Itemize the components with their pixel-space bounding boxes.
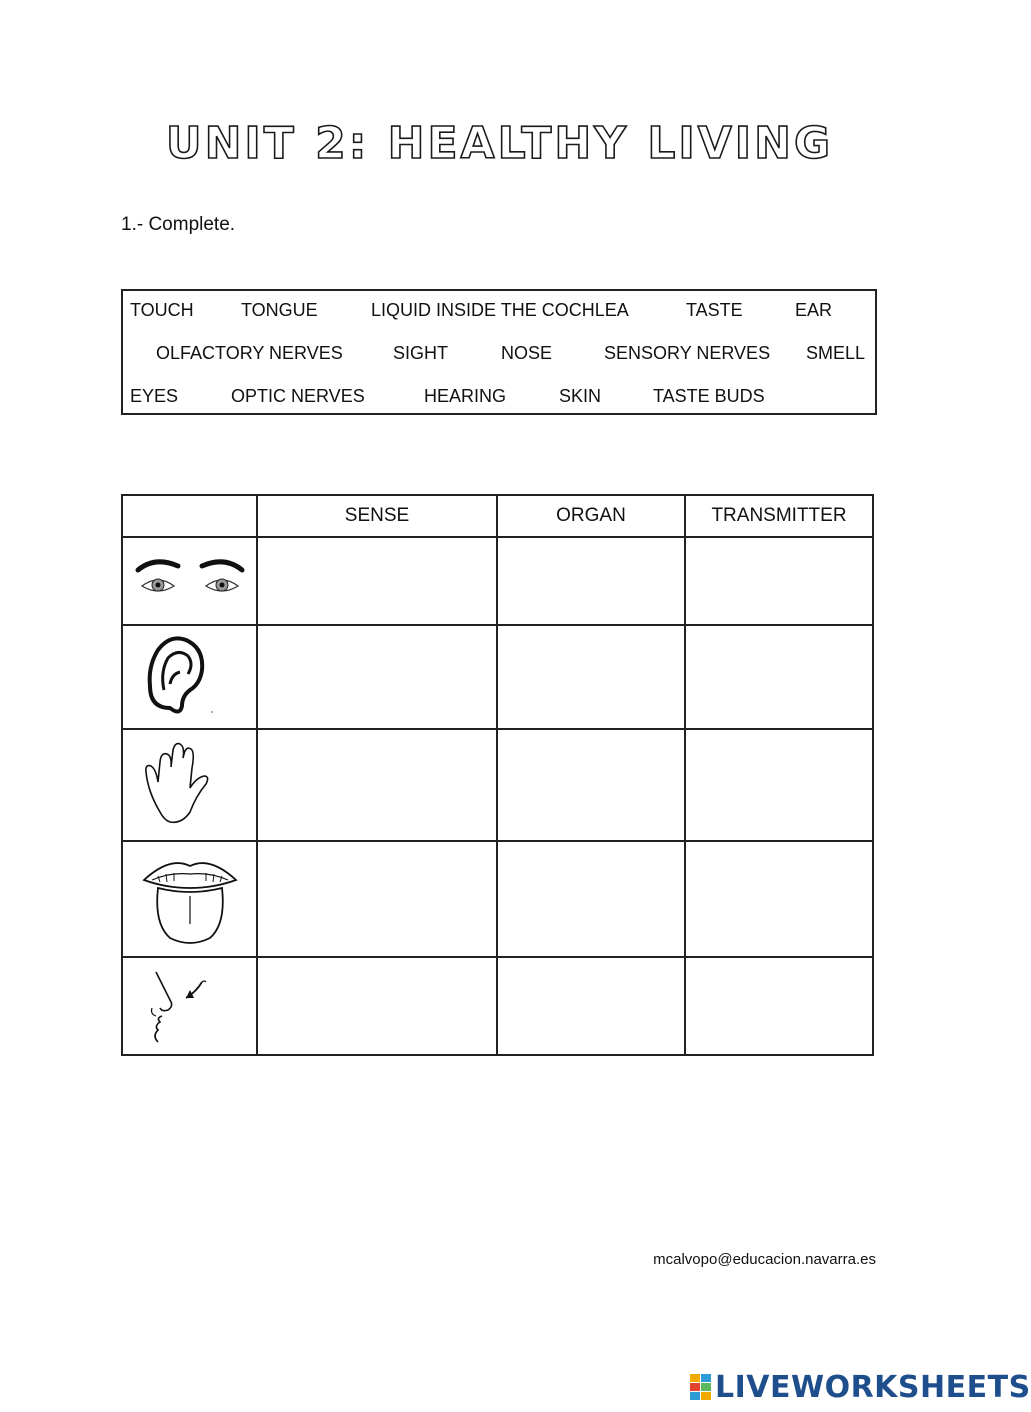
organ-answer-cell[interactable] [497,625,685,729]
transmitter-answer-cell[interactable] [685,625,873,729]
word-item: OLFACTORY NERVES [156,343,343,363]
organ-answer-cell[interactable] [497,957,685,1055]
transmitter-answer-cell[interactable] [685,537,873,625]
senses-table [121,494,874,1056]
nose-icon [130,958,250,1048]
hand-icon [130,732,250,832]
header-cell-organ: ORGAN [497,495,685,537]
table-header-row [122,495,873,537]
organ-answer-cell[interactable] [497,537,685,625]
organ-answer-cell[interactable] [497,841,685,957]
tongue-icon [130,844,250,948]
transmitter-answer-cell[interactable] [685,841,873,957]
sense-answer-cell[interactable] [257,537,497,625]
icon-cell [122,537,257,625]
header-cell-sense: SENSE [257,495,497,537]
word-item: TOUCH [130,300,194,320]
eyes-icon [130,548,250,608]
logo-blocks-icon [690,1374,712,1400]
header-cell-transmitter: TRANSMITTER [685,495,873,537]
author-email: mcalvopo@educacion.navarra.es [653,1251,876,1268]
word-item: OPTIC NERVES [231,386,365,406]
word-item: SENSORY NERVES [604,343,771,363]
logo-text: LIVEWORKSHEETS [715,1369,1031,1405]
word-item: HEARING [424,386,507,406]
sense-answer-cell[interactable] [257,841,497,957]
table-row [122,957,873,1055]
word-item: TONGUE [241,300,318,320]
table-row [122,625,873,729]
ear-icon [130,626,250,722]
instruction: 1.- Complete. [121,214,236,235]
transmitter-answer-cell[interactable] [685,729,873,841]
word-item: SKIN [559,386,602,406]
table-row [122,537,873,625]
icon-cell [122,841,257,957]
icon-cell [122,957,257,1055]
word-item: TASTE BUDS [653,386,765,406]
sense-answer-cell[interactable] [257,625,497,729]
table-row [122,729,873,841]
word-item: LIQUID INSIDE THE COCHLEA [371,300,629,320]
word-item: EYES [130,386,179,406]
table-row [122,841,873,957]
transmitter-answer-cell[interactable] [685,957,873,1055]
word-bank [121,289,877,415]
organ-answer-cell[interactable] [497,729,685,841]
word-item: SIGHT [393,343,449,363]
sense-answer-cell[interactable] [257,729,497,841]
word-item: SMELL [806,343,866,363]
word-item: EAR [795,300,833,320]
liveworksheets-logo[interactable] [690,1370,1031,1404]
header-cell-icon [122,495,257,537]
sense-answer-cell[interactable] [257,957,497,1055]
icon-cell [122,729,257,841]
word-item: TASTE [686,300,743,320]
word-item: NOSE [501,343,553,363]
icon-cell [122,625,257,729]
page-title: UNIT 2: HEALTHY LIVING [165,118,834,169]
